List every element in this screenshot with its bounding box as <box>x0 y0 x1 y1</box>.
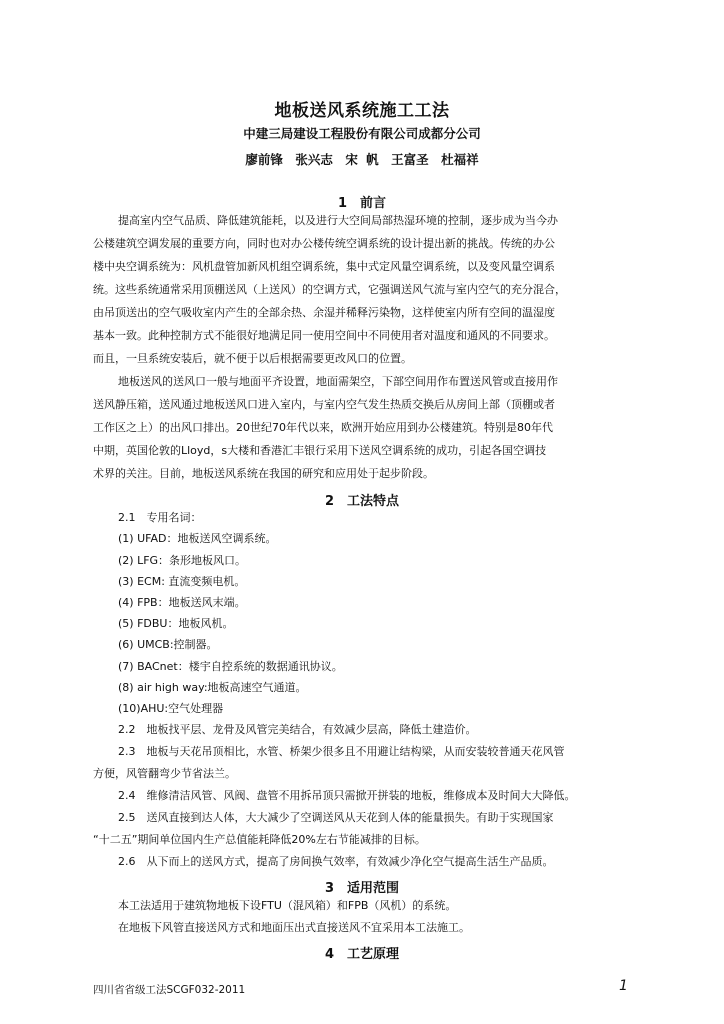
section-3-heading: 3 适用范围 <box>324 881 400 896</box>
section-1-heading: 1 前言 <box>337 196 387 211</box>
paragraph-line: 2.3 地板与天花吊顶相比，水管、桥架少很多且不用避让结构梁，从而安装较普通天花风管 <box>118 745 565 758</box>
paragraph-line: 提高室内空气品质、降低建筑能耗，以及进行大空间局部热湿环境的控制，逐步成为当今办 <box>118 214 558 227</box>
section-4-heading: 4 工艺原理 <box>324 947 400 962</box>
organization-name: 中建三局建设工程股份有限公司成都分公司 <box>243 126 481 141</box>
paragraph-line: 2.5 送风直接到达人体，大大减少了空调送风从天花到人体的能量损失。有助于实现国家 <box>118 811 554 824</box>
list-item: (1) UFAD：地板送风空调系统。 <box>118 532 277 545</box>
paragraph-line: 而且，一旦系统安装后，就不便于以后根据需要更改风口的位置。 <box>93 352 412 365</box>
list-item: (10)AHU:空气处理器 <box>118 702 224 715</box>
paragraph-line: 统。这些系统通常采用顶棚送风（上送风）的空调方式，它强调送风气流与室内空气的充分混合， <box>93 283 566 296</box>
paragraph-line: 2.2 地板找平层、龙骨及风管完美结合，有效减少层高，降低土建造价。 <box>118 723 477 736</box>
list-item: (3) ECM: 直流变频电机。 <box>118 575 246 588</box>
paragraph-line: 术界的关注。目前，地板送风系统在我国的研究和应用处于起步阶段。 <box>93 467 434 480</box>
section-2-heading: 2 工法特点 <box>324 494 400 509</box>
paragraph-line: 在地板下风管直接送风方式和地面压出式直接送风不宜采用本工法施工。 <box>118 921 470 934</box>
paragraph-line: 2.6 从下而上的送风方式，提高了房间换气效率，有效减少净化空气提高生活生产品质。 <box>118 855 554 868</box>
paragraph-line: “十二五”期间单位国内生产总值能耗降低20%左右节能减排的目标。 <box>93 833 426 846</box>
list-item: 2.1 专用名词： <box>118 511 202 524</box>
paragraph-line: 公楼建筑空调发展的重要方向，同时也对办公楼传统空调系统的设计提出新的挑战。传统的办公 <box>93 237 555 250</box>
document-title: 地板送风系统施工工法 <box>274 101 450 121</box>
list-item: (8) air high way:地板高速空气通道。 <box>118 681 307 694</box>
list-item: (4) FPB：地板送风末端。 <box>118 596 246 609</box>
paragraph-line: 送风静压箱，送风通过地板送风口进入室内，与室内空气发生热质交换后从房间上部（顶棚或者 <box>93 398 555 411</box>
paragraph-line: 基本一致。此种控制方式不能很好地满足同一使用空间中不同使用者对温度和通风的不同要求。 <box>93 329 555 342</box>
paragraph-line: 楼中央空调系统为：风机盘管加新风机组空调系统，集中式定风量空调系统，以及变风量空调系 <box>93 260 555 273</box>
paragraph-line: 地板送风的送风口一般与地面平齐设置，地面需架空，下部空间用作布置送风管或直接用作 <box>118 375 558 388</box>
paragraph-line: 本工法适用于建筑物地板下设FTU（混风箱）和FPB（风机）的系统。 <box>118 899 457 912</box>
page-number: 1 <box>619 978 628 994</box>
paragraph-line: 方便，风管翻弯少节省法兰。 <box>93 767 236 780</box>
list-item: (2) LFG：条形地板风口。 <box>118 554 247 567</box>
list-item: (5) FDBU：地板风机。 <box>118 617 234 630</box>
footer-code: 四川省省级工法SCGF032-2011 <box>93 984 246 996</box>
paragraph-line: 由吊顶送出的空气吸收室内产生的全部余热、余湿并稀释污染物，这样使室内所有空间的温湿度 <box>93 306 555 319</box>
list-item: (6) UMCB:控制器。 <box>118 638 218 651</box>
paragraph-line: 2.4 维修清洁风管、风阀、盘管不用拆吊顶只需掀开拼装的地板，维修成本及时间大大降低。 <box>118 789 576 802</box>
paragraph-line: 工作区之上）的出风口排出。20世纪70年代以来，欧洲开始应用到办公楼建筑。特别是80年代 <box>93 421 553 434</box>
list-item: (7) BACnet：楼宇自控系统的数据通讯协议。 <box>118 660 343 673</box>
paragraph-line: 中期，英国伦敦的Lloyd，s大楼和香港汇丰银行采用下送风空调系统的成功，引起各国空调技 <box>93 444 547 457</box>
author-list: 廖前锋 张兴志 宋 帆 王富圣 杜福祥 <box>245 152 479 167</box>
